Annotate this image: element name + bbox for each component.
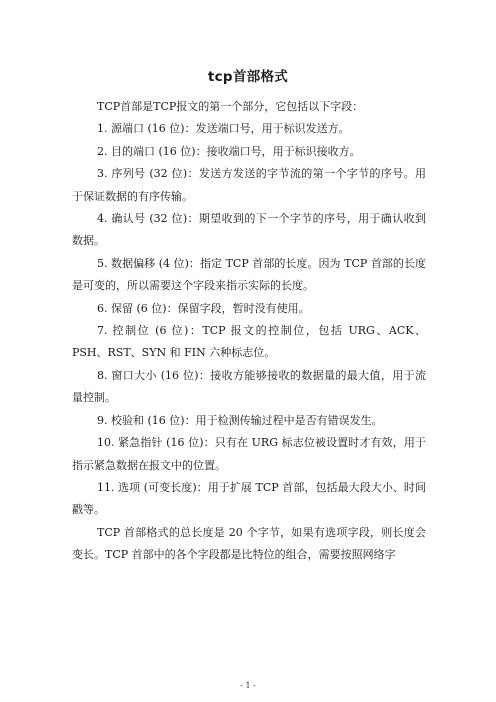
paragraph-summary: TCP 首部格式的总长度是 20 个字节，如果有选项字段，则长度会变长。TCP 首部中的各个字段都是比特位的组合，需要按照网络字 [72,525,426,562]
document-title: tcp首部格式 [207,69,289,85]
paragraph-source-port: 1. 源端口 (16 位)：发送端口号，用于标识发送方。 [97,122,350,136]
paragraph-urgent-pointer: 10. 紧急指针 (16 位)：只有在 URG 标志位被设置时才有效，用于指示紧急数据在报文中的位置。 [72,436,426,472]
page-number: - 1 - [240,681,256,690]
paragraph-sequence-number: 3. 序列号 (32 位)：发送方发送的字节流的第一个字节的序号。用于保证数据的有序传输。 [72,167,426,203]
paragraph-reserved: 6. 保留 (6 位)：保留字段，暂时没有使用。 [97,301,310,315]
paragraph-window-size: 8. 窗口大小 (16 位)：接收方能够接收的数据量的最大值，用于流量控制。 [72,368,426,405]
paragraph-intro: TCP首部是TCP报文的第一个部分，它包括以下字段： [97,100,364,113]
paragraph-destination-port: 2. 目的端口 (16 位)：接收端口号，用于标识接收方。 [97,144,361,158]
paragraph-data-offset: 5. 数据偏移 (4 位)：指定 TCP 首部的长度。因为 TCP 首部的长度是可变的，所以需要这个字段来指示实际的长度。 [72,256,426,293]
paragraph-ack-number: 4. 确认号 (32 位)：期望收到的下一个字节的序号，用于确认收到数据。 [72,212,426,248]
document-body [72,96,426,567]
paragraph-checksum: 9. 校验和 (16 位)：用于检测传输过程中是否有错误发生。 [97,413,383,427]
paragraph-control-bits: 7. 控制位 (6 位)：TCP 报文的控制位，包括 URG、ACK、PSH、RST、SYN 和 FIN 六种标志位。 [72,324,426,360]
paragraph-options: 11. 选项 (可变长度)：用于扩展 TCP 首部，包括最大段大小、时间戳等。 [72,480,426,517]
